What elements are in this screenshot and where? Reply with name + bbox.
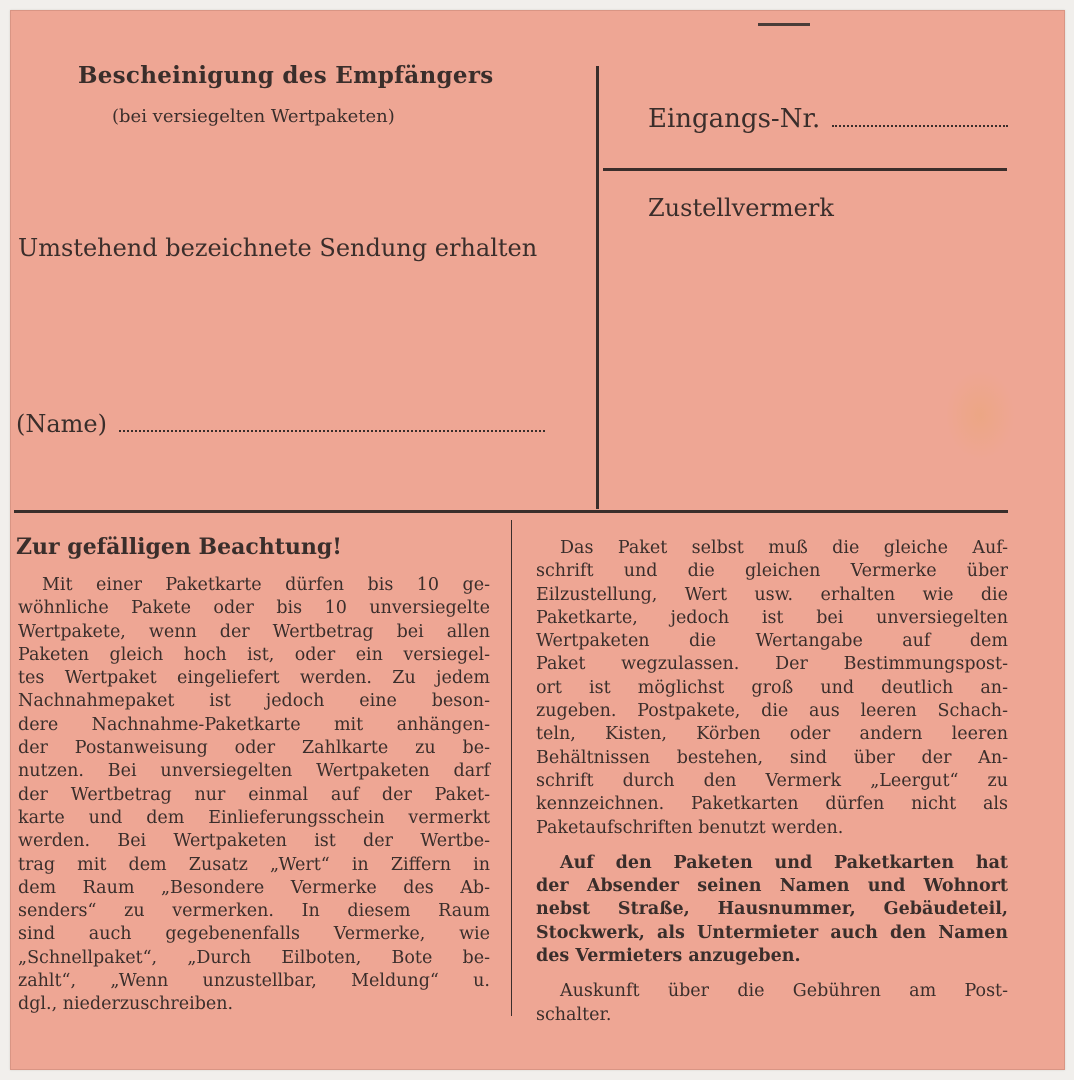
eingang-label: Eingangs-Nr. xyxy=(648,104,821,134)
notice-right-column xyxy=(536,537,1008,1027)
notice-line: des Vermieters anzugeben. xyxy=(536,946,801,967)
notice-line: nutzen. Bei unversiegelten Wertpaketen darf xyxy=(18,761,490,782)
notice-line: dgl., niederzuschreiben. xyxy=(18,994,234,1015)
paragraph-package xyxy=(536,537,1008,840)
notice-line: ort ist möglichst groß und deutlich an- xyxy=(536,677,1008,698)
notice-line: Auskunft über die Gebühren am Post- xyxy=(560,981,1008,1002)
notice-line: Wertpakete, wenn der Wertbetrag bei allen xyxy=(18,621,490,642)
notice-line: senders“ zu vermerken. In diesem Raum xyxy=(18,901,490,922)
notice-line: Stockwerk, als Untermieter auch den Namen xyxy=(536,922,1008,943)
notice-line: kennzeichnen. Paketkarten dürfen nicht als xyxy=(536,794,1008,815)
receipt-title: Bescheinigung des Empfängers xyxy=(78,62,494,89)
notice-line: Eilzustellung, Wert usw. erhalten wie die xyxy=(536,584,1008,605)
eingang-dotted-line[interactable] xyxy=(832,124,1008,127)
notice-line: werden. Bei Wertpaketen ist der Wertbe- xyxy=(18,831,490,852)
notice-line: schrift und die gleichen Vermerke über xyxy=(536,561,1008,582)
notice-line: Paketaufschriften benutzt werden. xyxy=(536,817,844,838)
name-dotted-line[interactable] xyxy=(119,429,545,432)
paragraph-sender xyxy=(536,852,1008,968)
notice-line: Nachnahmepaket ist jedoch eine beson- xyxy=(18,691,490,712)
paragraph-fees xyxy=(536,980,1008,1027)
notice-line: Paketkarte, jedoch ist bei unversiegelten xyxy=(536,607,1008,628)
receipt-subtitle: (bei versiegelten Wertpaketen) xyxy=(112,106,395,127)
eingang-field[interactable] xyxy=(648,104,1008,134)
notice-heading: Zur gefälligen Beachtung! xyxy=(16,534,342,560)
paper-stain xyxy=(945,370,1015,460)
notice-line: der Absender seinen Namen und Wohnort xyxy=(536,876,1008,897)
notice-line: karte und dem Einlieferungsschein vermerkt xyxy=(18,807,490,828)
notice-line: Paketen gleich hoch ist, oder ein versiegel- xyxy=(18,644,490,665)
notice-line: tes Wertpaket eingeliefert werden. Zu jedem xyxy=(18,668,490,689)
zustell-label: Zustellvermerk xyxy=(648,194,834,222)
notice-line: Das Paket selbst muß die gleiche Auf- xyxy=(560,538,1008,558)
notice-line: Auf den Paketen und Paketkarten hat xyxy=(560,852,1008,873)
horizontal-divider-main xyxy=(14,510,1008,513)
top-mark xyxy=(758,23,810,26)
notice-line: trag mit dem Zusatz „Wert“ in Ziffern in xyxy=(18,854,490,875)
notice-line: sind auch gegebenenfalls Vermerke, wie xyxy=(18,924,490,945)
notice-line: schrift durch den Vermerk „Leergut“ zu xyxy=(536,770,1008,791)
notice-line: der Wertbetrag nur einmal auf der Paket- xyxy=(18,784,490,805)
name-label: (Name) xyxy=(16,410,107,438)
notice-line: „Schnellpaket“, „Durch Eilboten, Bote be- xyxy=(18,947,490,968)
notice-line: Mit einer Paketkarte dürfen bis 10 ge- xyxy=(42,575,490,595)
notice-line: der Postanweisung oder Zahlkarte zu be- xyxy=(18,738,490,759)
notice-line: zugeben. Postpakete, die aus leeren Schach- xyxy=(536,701,1008,722)
notice-line: dem Raum „Besondere Vermerke des Ab- xyxy=(18,877,490,898)
name-field[interactable] xyxy=(16,410,545,438)
notice-line: teln, Kisten, Körben oder andern leeren xyxy=(536,724,1008,745)
notice-line: wöhnliche Pakete oder bis 10 unversiegelte xyxy=(18,598,490,619)
vertical-divider-bottom xyxy=(511,520,512,1016)
notice-line: nebst Straße, Hausnummer, Gebäudeteil, xyxy=(536,899,1008,920)
notice-left-column xyxy=(18,574,490,1017)
received-statement: Umstehend bezeichnete Sendung erhalten xyxy=(18,234,538,262)
notice-line: Behältnissen bestehen, sind über der An- xyxy=(536,747,1008,768)
horizontal-divider-right xyxy=(603,168,1007,171)
notice-line: zahlt“, „Wenn unzustellbar, Meldung“ u. xyxy=(18,971,490,992)
notice-line: schalter. xyxy=(536,1004,612,1025)
notice-line: Paket wegzulassen. Der Bestimmungspost- xyxy=(536,654,1008,675)
notice-line: dere Nachnahme-Paketkarte mit anhängen- xyxy=(18,714,490,735)
notice-line: Wertpaketen die Wertangabe auf dem xyxy=(536,631,1008,652)
vertical-divider-top xyxy=(596,66,599,509)
